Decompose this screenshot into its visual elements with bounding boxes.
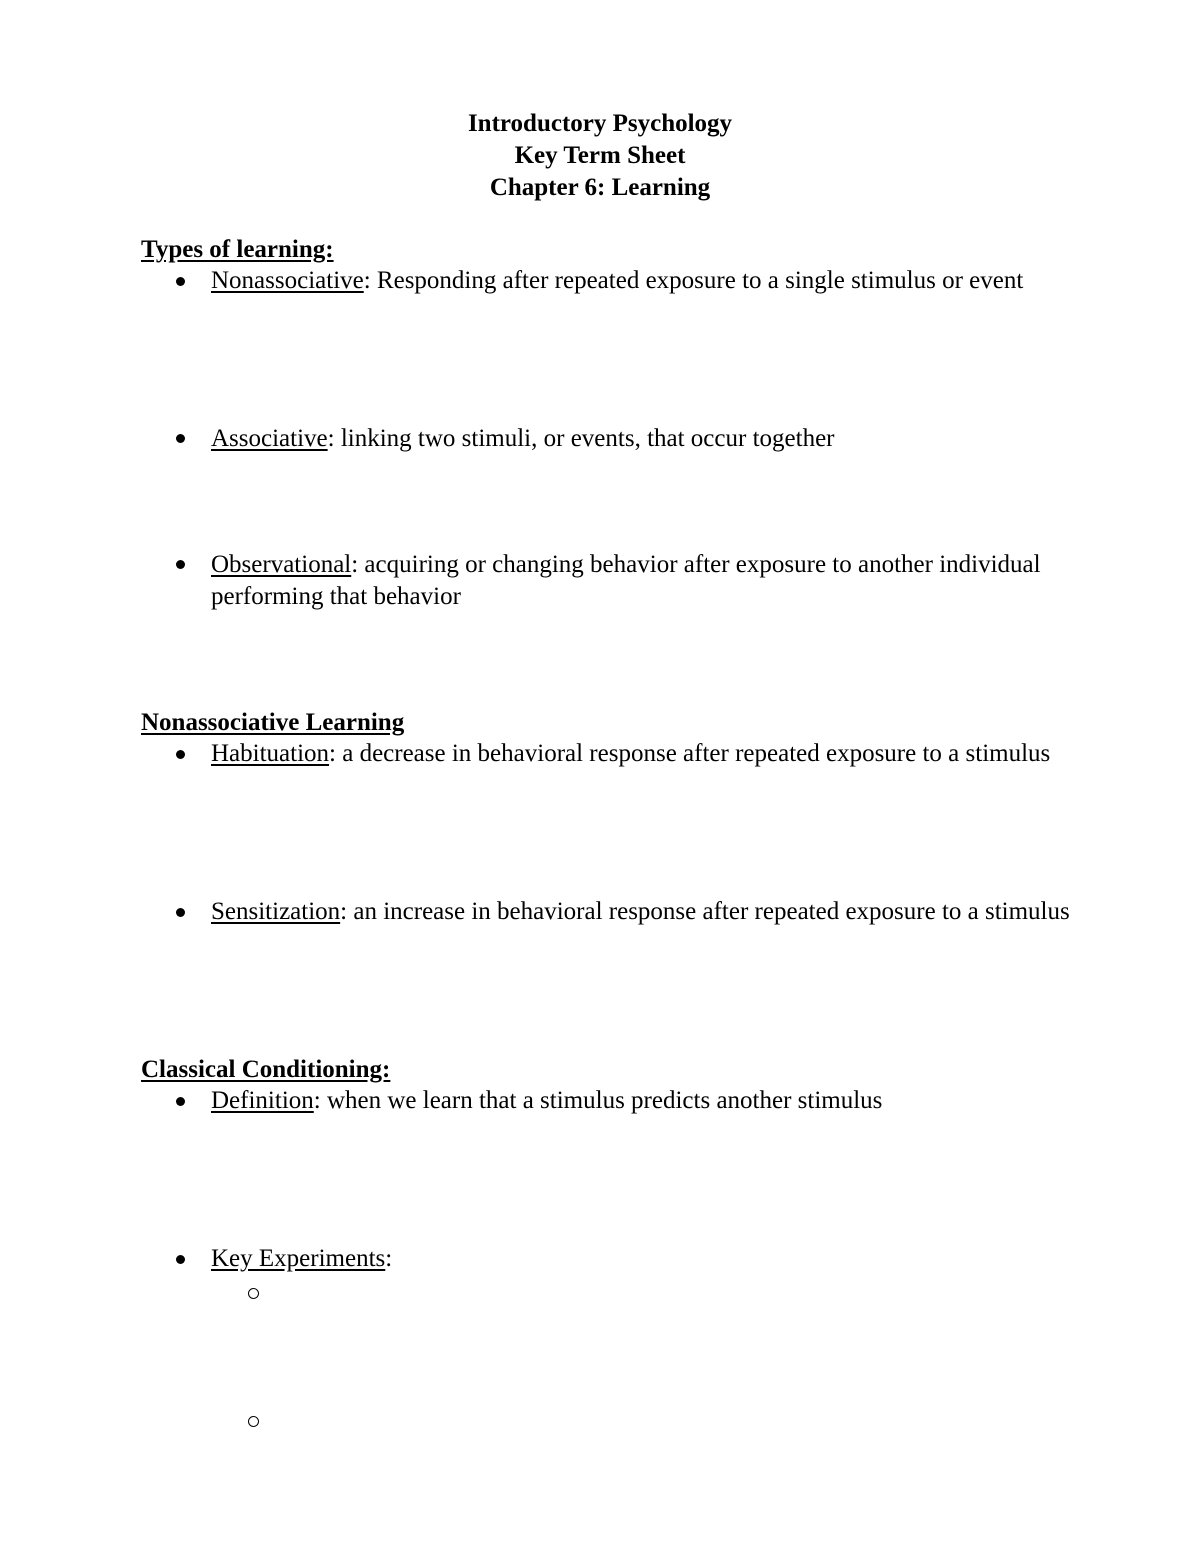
term-label: Associative	[211, 425, 328, 452]
hollow-circle-bullet-icon	[248, 1288, 259, 1299]
section-heading-classical-conditioning: Classical Conditioning:	[141, 1056, 391, 1083]
bullet-icon	[176, 1097, 185, 1106]
term-label: Nonassociative	[211, 267, 364, 294]
chapter-title: Chapter 6: Learning	[489, 174, 711, 201]
list-item-associative	[211, 423, 1071, 455]
bullet-icon	[176, 908, 185, 917]
term-definition: : Responding after repeated exposure to a single stimulus or event	[363, 267, 1024, 294]
section-heading-types-of-learning: Types of learning:	[141, 236, 334, 263]
course-title: Introductory Psychology	[467, 110, 733, 137]
hollow-circle-bullet-icon	[248, 1416, 259, 1427]
term-label: Definition	[211, 1087, 314, 1114]
term-definition: : acquiring or changing behavior after exposure to another individual performing that behavior	[211, 551, 1041, 610]
term-label: Observational	[211, 551, 352, 578]
list-item-nonassociative	[211, 265, 1071, 297]
bullet-icon	[176, 434, 185, 443]
term-definition: : linking two stimuli, or events, that occur together	[327, 425, 835, 452]
document-header	[0, 108, 1200, 204]
term-label: Sensitization	[211, 898, 341, 925]
sheet-title: Key Term Sheet	[514, 142, 686, 169]
list-item-sensitization	[211, 896, 1071, 928]
section-heading-nonassociative-learning: Nonassociative Learning	[141, 709, 405, 736]
list-item-habituation	[211, 738, 1071, 770]
list-item-observational	[211, 549, 1071, 613]
term-definition: : a decrease in behavioral response after repeated exposure to a stimulus	[329, 740, 1051, 767]
term-label: Habituation	[211, 740, 330, 767]
bullet-icon	[176, 1255, 185, 1264]
list-item-key-experiments	[211, 1243, 1071, 1275]
list-item-definition	[211, 1085, 1071, 1117]
bullet-icon	[176, 560, 185, 569]
term-definition: : an increase in behavioral response after repeated exposure to a stimulus	[340, 898, 1070, 925]
term-definition: :	[385, 1245, 393, 1272]
bullet-icon	[176, 277, 185, 286]
bullet-icon	[176, 750, 185, 759]
term-definition: : when we learn that a stimulus predicts another stimulus	[313, 1087, 883, 1114]
term-label: Key Experiments	[211, 1245, 386, 1272]
